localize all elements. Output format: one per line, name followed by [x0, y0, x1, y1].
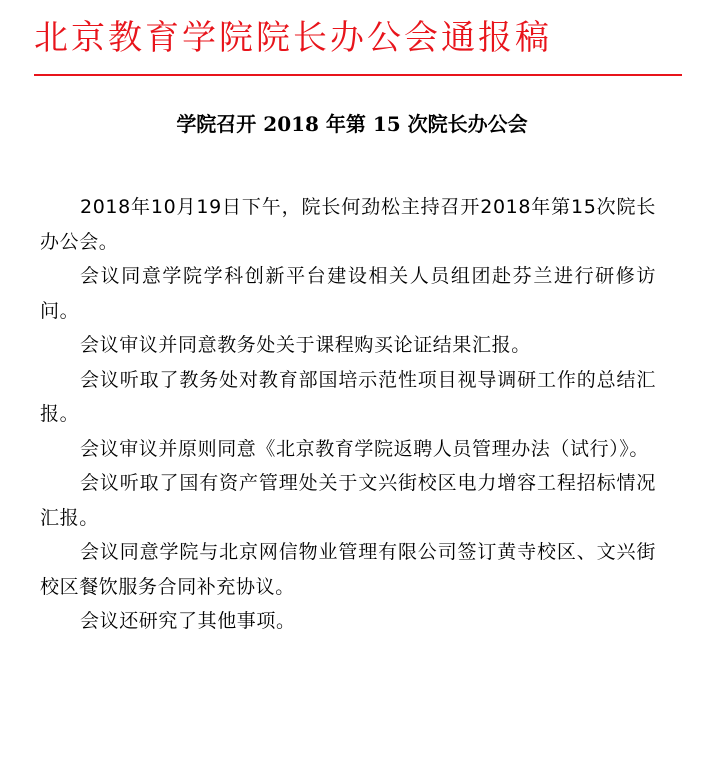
paragraph-catering-agreement: 会议同意学院与北京网信物业管理有限公司签订黄寺校区、文兴街校区餐饮服务合同补充协议。 [40, 541, 656, 598]
paragraph-power-capacity: 会议听取了国有资产管理处关于文兴街校区电力增容工程招标情况汇报。 [40, 472, 656, 529]
paragraph-guopei-report: 会议听取了教务处对教育部国培示范性项目视导调研工作的总结汇报。 [40, 368, 656, 425]
masthead-title: 北京教育学院院长办公会通报稿 [34, 18, 552, 58]
paragraph-meeting-intro: 2018年10月19日下午，院长何劲松主持召开2018年第15次院长办公会。 [40, 196, 656, 253]
paragraph-finland-visit: 会议同意学院学科创新平台建设相关人员组团赴芬兰进行研修访问。 [40, 265, 656, 322]
masthead-red-rule [34, 74, 682, 76]
paragraph-other-matters: 会议还研究了其他事项。 [80, 610, 296, 632]
paragraph-rehire-measures: 会议审议并原则同意《北京教育学院返聘人员管理办法（试行）》。 [80, 437, 650, 460]
article-body [40, 190, 656, 639]
article-headline: 学院召开 2018 年第 15 次院长办公会 [176, 112, 528, 136]
paragraph-course-purchase: 会议审议并同意教务处关于课程购买论证结果汇报。 [80, 334, 531, 356]
